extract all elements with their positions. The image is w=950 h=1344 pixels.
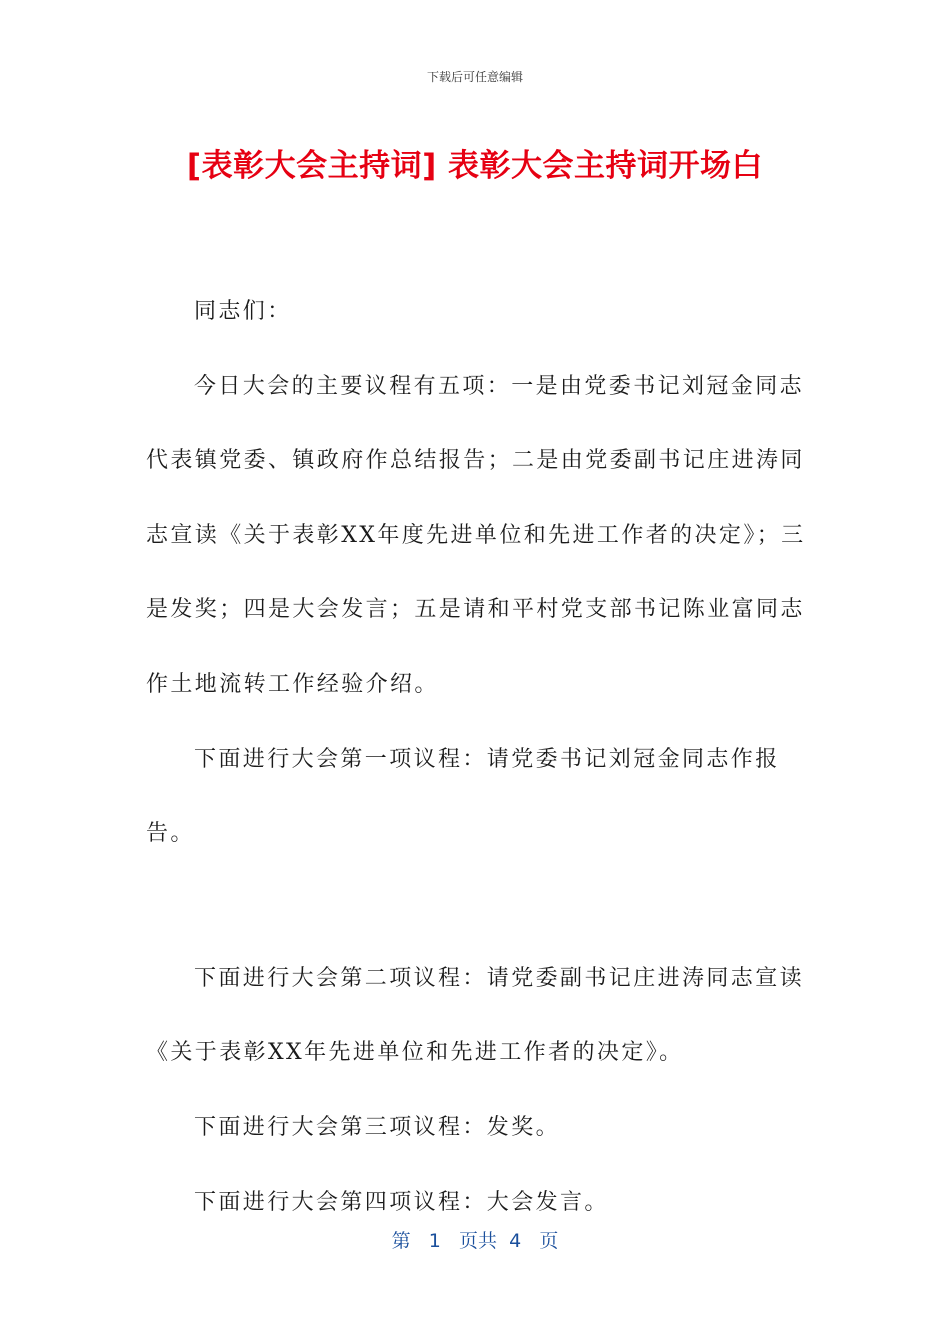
document-body (146, 275, 806, 1240)
paragraph-line: 是发奖；四是大会发言；五是请和平村党支部书记陈业富同志 (146, 597, 805, 623)
total-pages-number: 4 (509, 1230, 522, 1252)
document-title: [表彰大会主持词] 表彰大会主持词开场白 (186, 148, 764, 184)
paragraph-line: 志宣读《关于表彰XX年度先进单位和先进工作者的决定》；三 (146, 522, 806, 548)
paragraph-spacer (146, 872, 806, 942)
paragraph-line: 作土地流转工作经验介绍。 (146, 671, 439, 697)
paragraph-line: 下面进行大会第三项议程：发奖。 (194, 1114, 561, 1140)
paragraph-line: 今日大会的主要议程有五项：一是由党委书记刘冠金同志 (194, 373, 805, 399)
page-label-mid: 页共 (459, 1230, 498, 1252)
paragraph-line: 下面进行大会第四项议程：大会发言。 (194, 1189, 609, 1215)
current-page-number: 1 (428, 1230, 441, 1252)
page-footer (0, 1226, 950, 1253)
salutation: 同志们： (194, 299, 292, 324)
paragraph-line: 代表镇党委、镇政府作总结报告；二是由党委副书记庄进涛同 (146, 448, 805, 474)
page-label-prefix: 第 (391, 1230, 411, 1252)
paragraph-line: 下面进行大会第一项议程：请党委书记刘冠金同志作报告。 (146, 746, 780, 847)
page-label-suffix: 页 (539, 1230, 559, 1252)
paragraph-line: 下面进行大会第二项议程：请党委副书记庄进涛同志宣读 (194, 965, 805, 991)
paragraph-line: 《关于表彰XX年先进单位和先进工作者的决定》。 (146, 1040, 684, 1066)
header-note: 下载后可任意编辑 (426, 70, 523, 84)
